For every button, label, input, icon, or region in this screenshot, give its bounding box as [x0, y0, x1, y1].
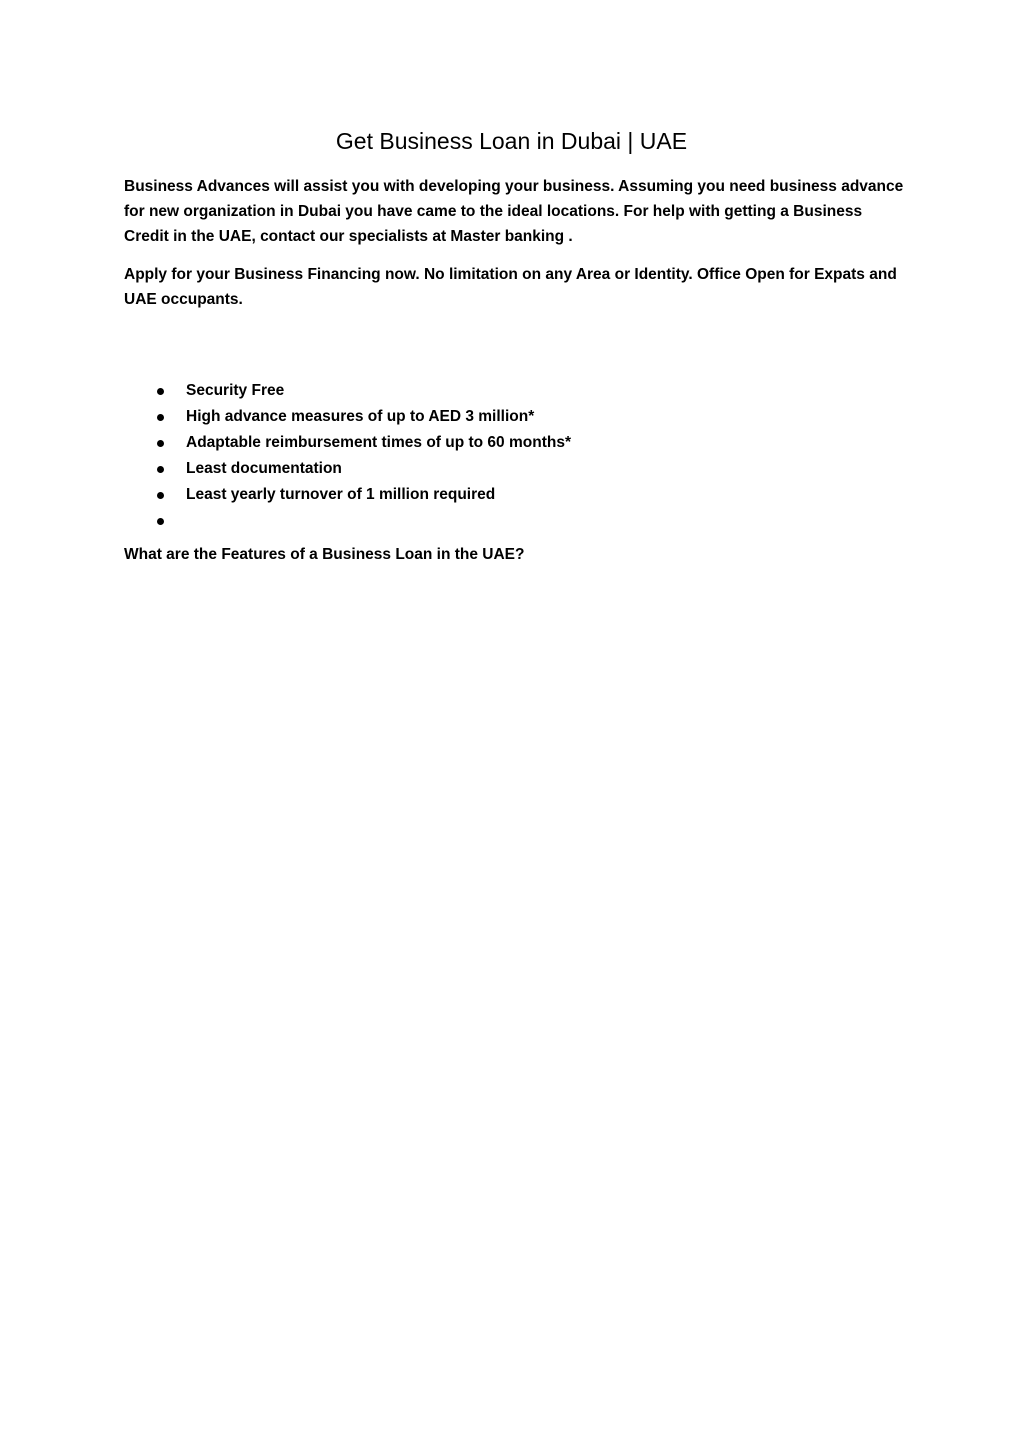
- list-item: [124, 482, 904, 508]
- bullet-icon: [157, 414, 164, 421]
- apply-paragraph: Apply for your Business Financing now. No limitation on any Area or Identity. Office Open for Expats and UAE occupants.: [124, 266, 897, 308]
- list-item-text: Security Free: [186, 382, 285, 399]
- intro-paragraph: Business Advances will assist you with developing your business. Assuming you need business advance for new organization in Dubai you have came to the ideal locations. For help with getting a Business Credit in the UAE, contact our specialists at Master banking .: [124, 178, 904, 245]
- list-item: [124, 378, 904, 404]
- bullet-icon: [157, 518, 164, 525]
- list-item-text: Least yearly turnover of 1 million required: [186, 486, 496, 503]
- list-item: [124, 404, 904, 430]
- bullet-icon: [157, 466, 164, 473]
- list-item-text: Least documentation: [186, 460, 342, 477]
- list-item-text: High advance measures of up to AED 3 million*: [186, 408, 535, 425]
- list-item: [124, 508, 904, 534]
- section-question: What are the Features of a Business Loan in the UAE?: [124, 546, 525, 563]
- document-body: [124, 174, 904, 567]
- page-title: Get Business Loan in Dubai | UAE: [335, 128, 688, 154]
- bullet-icon: [157, 440, 164, 447]
- list-item-text: Adaptable reimbursement times of up to 60 months*: [186, 434, 571, 451]
- list-item: [124, 430, 904, 456]
- features-list: [124, 378, 904, 534]
- bullet-icon: [157, 492, 164, 499]
- list-item: [124, 456, 904, 482]
- bullet-icon: [157, 388, 164, 395]
